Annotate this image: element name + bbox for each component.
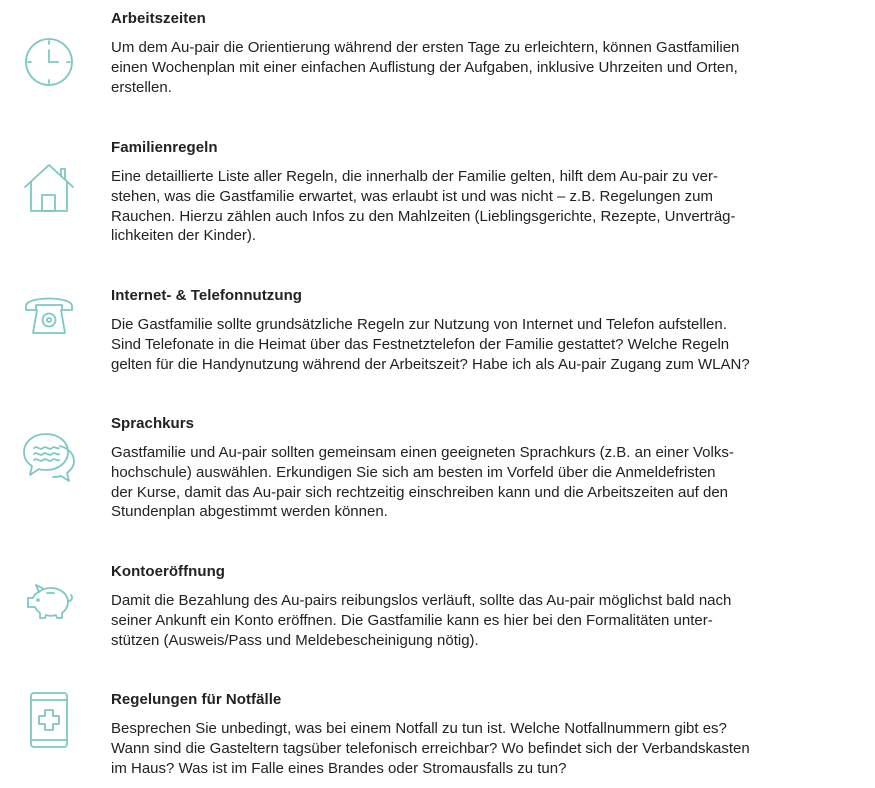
- section-title: Kontoeröffnung: [111, 563, 225, 580]
- body-line: Die Gastfamilie sollte grundsätzliche Regeln zur Nutzung von Internet und Telefon aufstellen.: [111, 316, 727, 333]
- body-line: einen Wochenplan mit einer einfachen Auflistung der Aufgaben, inklusive Uhrzeiten und Orten,: [111, 58, 738, 76]
- section-title: Internet- & Telefonnutzung: [111, 287, 302, 304]
- body-line: seiner Ankunft ein Konto eröffnen. Die Gastfamilie kann es hier bei den Formalitäten unter-: [111, 611, 713, 629]
- body-line: erstellen.: [111, 78, 172, 96]
- section-internet-telefonnutzung: [0, 286, 875, 386]
- section-sprachkurs: [0, 414, 875, 534]
- body-line: gelten für die Handynutzung während der Arbeitszeit? Habe ich als Au-pair Zugang zum WLAN?: [111, 355, 750, 373]
- section-body: [111, 591, 856, 650]
- speech-bubbles-icon: [20, 428, 78, 486]
- body-line: Eine detaillierte Liste aller Regeln, die innerhalb der Familie gelten, hilft dem Au-pair zu ver-: [111, 168, 718, 185]
- section-notfaelle: [0, 690, 875, 788]
- body-line: lichkeiten der Kinder).: [111, 227, 257, 245]
- section-title: Sprachkurs: [111, 415, 195, 432]
- house-icon: [20, 160, 78, 218]
- section-arbeitszeiten: [0, 9, 875, 119]
- section-body: [111, 167, 856, 246]
- section-body: [111, 443, 856, 522]
- body-line: hochschule) auswählen. Erkundigen Sie sich am besten im Vorfeld über die Anmeldefristen: [111, 463, 716, 481]
- piggy-bank-icon: [20, 572, 78, 630]
- section-title: Arbeitszeiten: [111, 10, 206, 27]
- emergency-phone-icon: [20, 691, 78, 749]
- body-line: Rauchen. Hierzu zählen auch Infos zu den Mahlzeiten (Lieblingsgerichte, Rezepte, Unverträg-: [111, 207, 736, 225]
- body-line: stützen (Ausweis/Pass und Meldebescheinigung nötig).: [111, 631, 479, 649]
- telephone-icon: [20, 286, 78, 344]
- clock-icon: [20, 33, 78, 91]
- body-line: im Haus? Was ist im Falle eines Brandes oder Stromausfalls zu tun?: [111, 759, 567, 777]
- section-familienregeln: [0, 138, 875, 258]
- body-line: Stundenplan abgestimmt werden können.: [111, 503, 388, 521]
- section-title: Familienregeln: [111, 139, 218, 156]
- section-kontoeroeffnung: [0, 562, 875, 662]
- body-line: der Kurse, damit das Au-pair sich rechtzeitig einschreiben kann und die Arbeitszeiten auf den: [111, 483, 729, 501]
- section-title: Regelungen für Notfälle: [111, 691, 282, 708]
- section-body: [111, 38, 856, 97]
- body-line: Um dem Au-pair die Orientierung während der ersten Tage zu erleichtern, können Gastfamilien: [111, 39, 740, 56]
- section-body: [111, 315, 856, 374]
- body-line: Wann sind die Gasteltern tagsüber telefonisch erreichbar? Wo befindet sich der Verbandskasten: [111, 739, 750, 757]
- body-line: Sind Telefonate in die Heimat über das Festnetztelefon der Familie gestattet? Welche Regeln: [111, 335, 730, 353]
- body-line: Besprechen Sie unbedingt, was bei einem Notfall zu tun ist. Welche Notfallnummern gibt es?: [111, 720, 727, 737]
- body-line: Gastfamilie und Au-pair sollten gemeinsam einen geeigneten Sprachkurs (z.B. an einer Volks-: [111, 444, 734, 461]
- section-body: [111, 719, 856, 778]
- body-line: stehen, was die Gastfamilie erwartet, was erlaubt ist und was nicht – z.B. Regelungen zum: [111, 187, 713, 205]
- body-line: Damit die Bezahlung des Au-pairs reibungslos verläuft, sollte das Au-pair möglichst bald nach: [111, 592, 732, 609]
